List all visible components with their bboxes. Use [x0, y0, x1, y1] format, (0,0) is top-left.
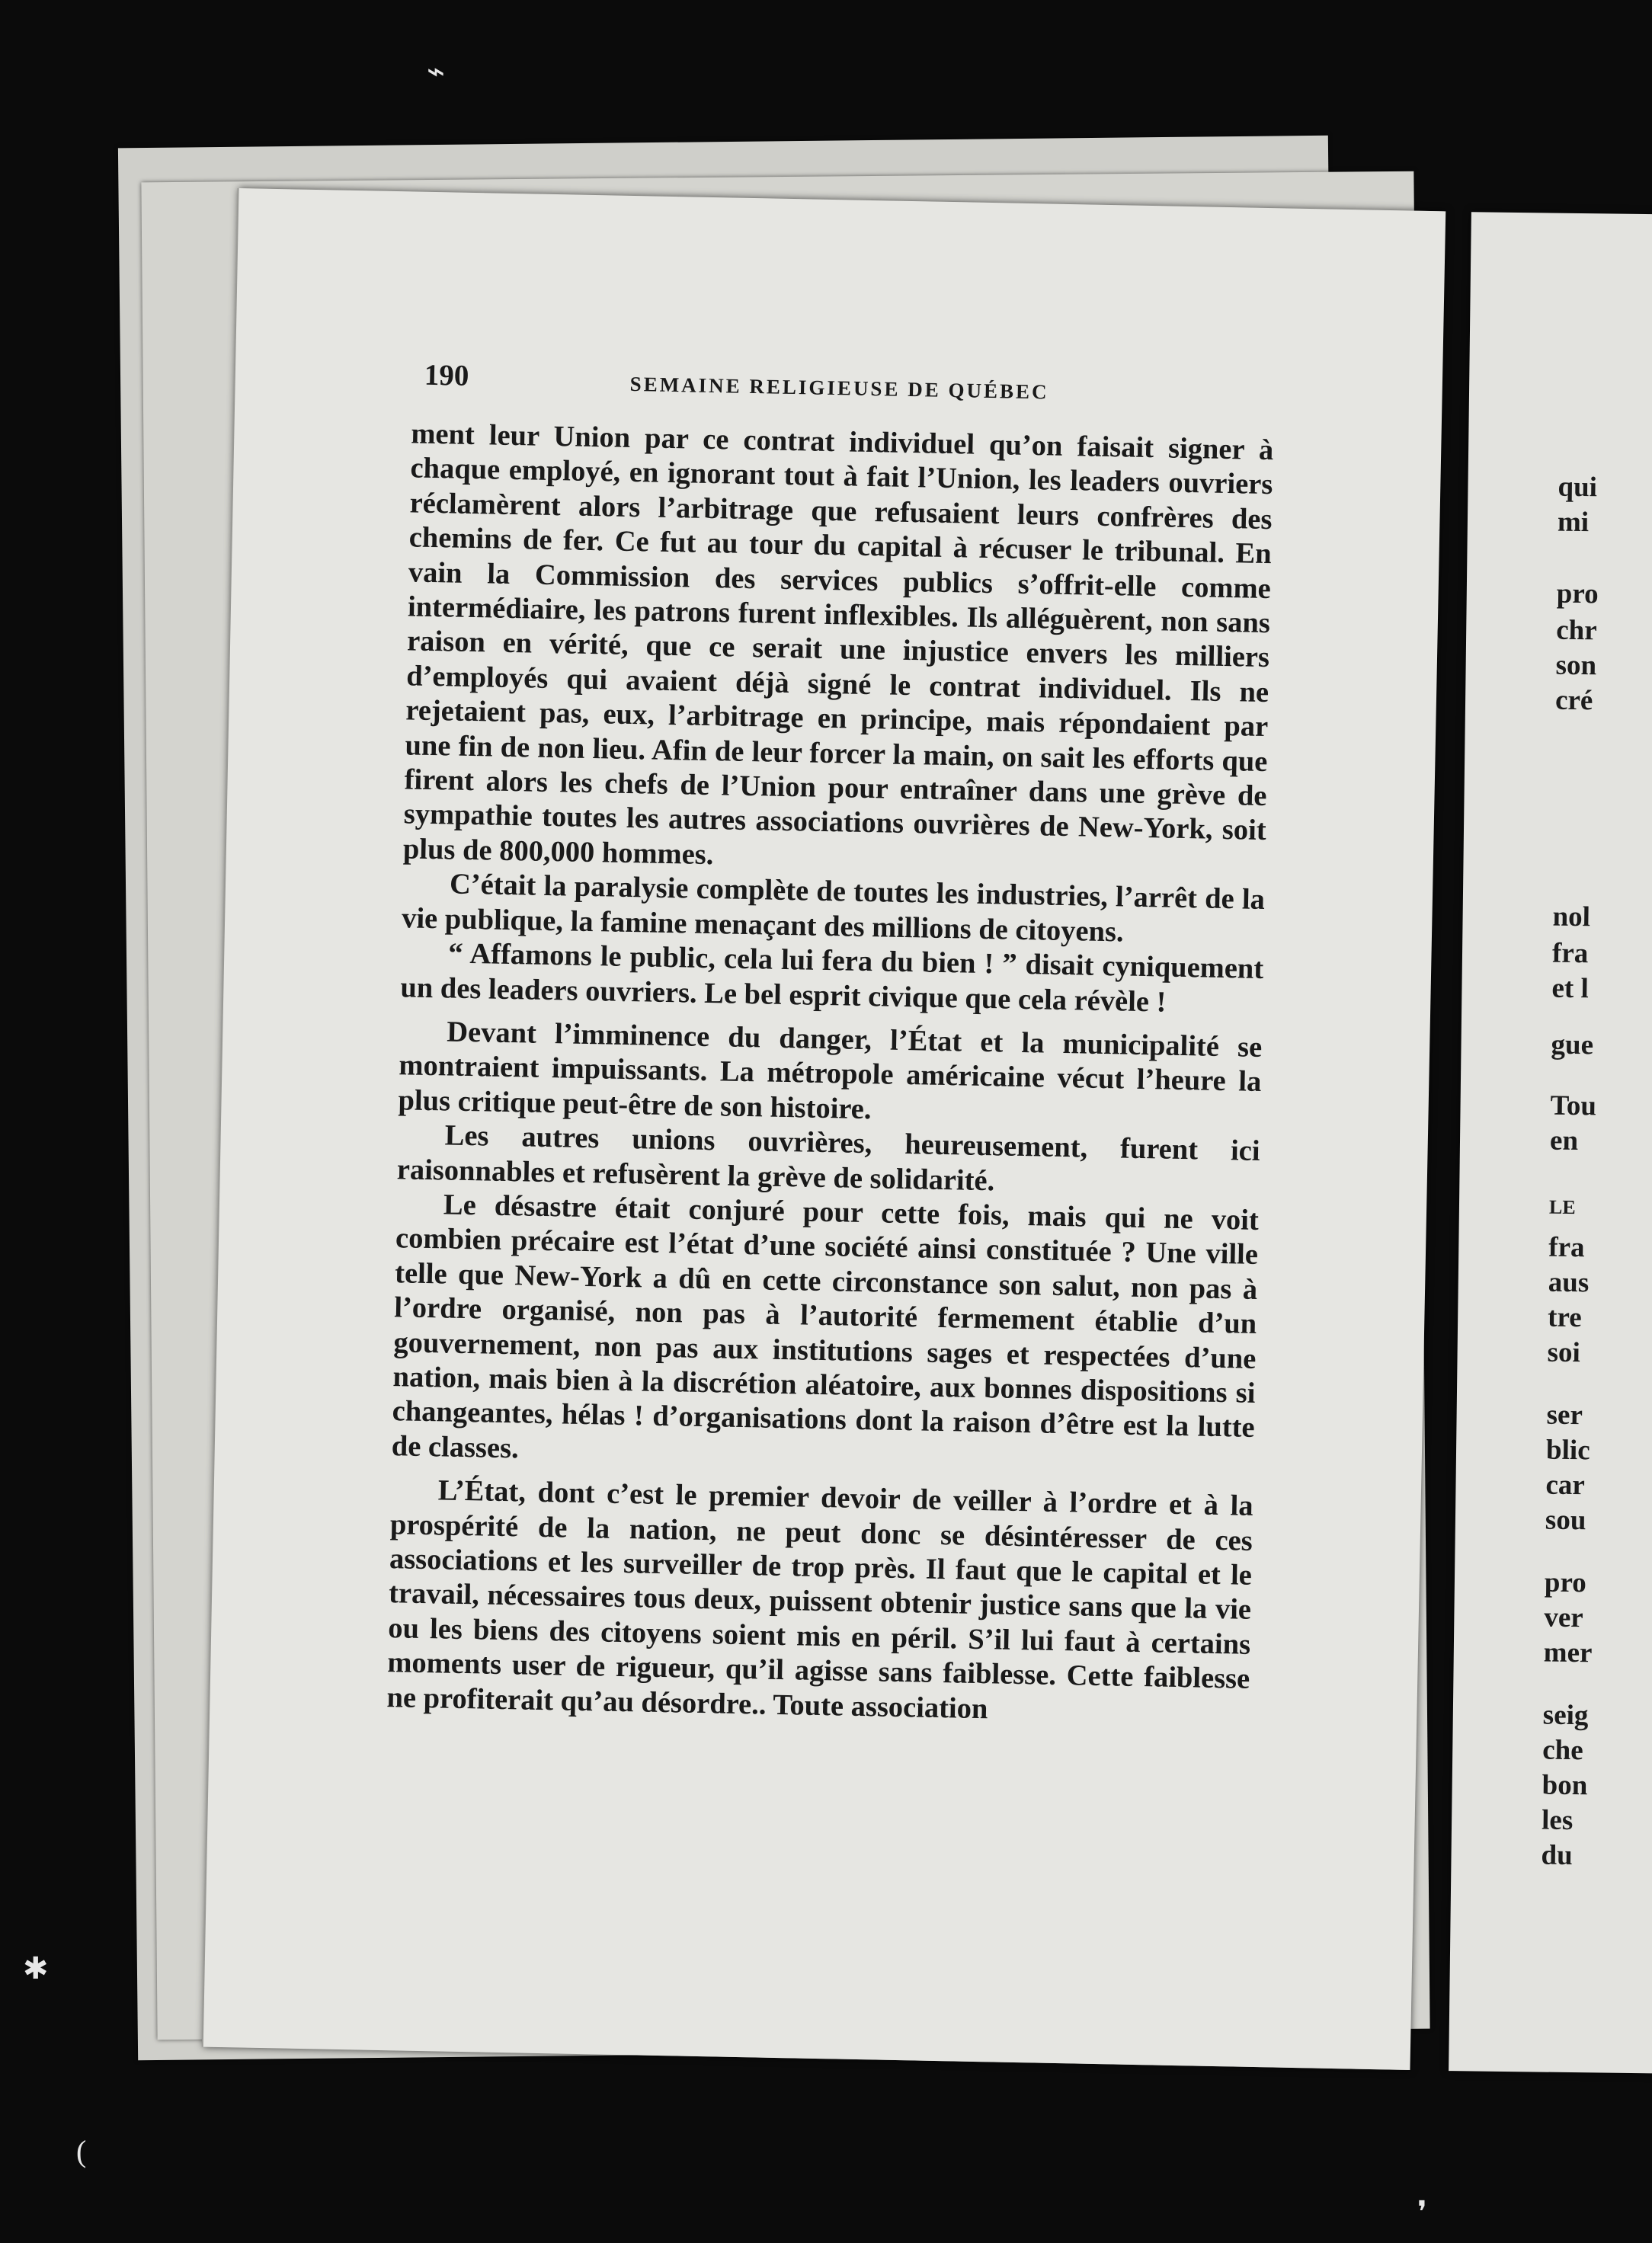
right-page-fragment: pro: [1556, 578, 1599, 610]
right-page-fragment: fra: [1551, 937, 1589, 970]
right-page-fragment: nol: [1552, 901, 1591, 933]
header-title: SEMAINE RELIGIEUSE DE QUÉBEC: [629, 372, 1049, 404]
paragraph: Les autres unions ouvrières, heureusement, furent ici raisonnables et refusèrent la grève de solidarité.: [396, 1119, 1260, 1197]
right-page-fragment: sou: [1545, 1504, 1586, 1537]
paragraph: “ Affamons le public, cela lui fera du bien ! ” disait cyniquement un des leaders ouvriers. Le bel esprit civique que cela révèle !: [400, 937, 1264, 1019]
left-page: [203, 188, 1446, 2070]
right-page-fragment: pro: [1544, 1566, 1587, 1599]
right-page-fragment: tre: [1547, 1301, 1582, 1334]
right-page: [1449, 212, 1652, 2073]
right-page-fragment: gue: [1551, 1029, 1594, 1061]
right-page-fragment: blic: [1545, 1434, 1590, 1467]
paragraph: ment leur Union par ce contrat individuel qu’on faisait signer à chaque employé, en ignorant tout à fait l’Union, les leaders ouvriers réclamèrent alors l’arbitrage que refusaient leurs confrères des chemins de fer. Ce fut au tour du capital à récuser le tribunal. En vain la Commission des services publics s’offrit-elle comme intermédiaire, les patrons furent inflexibles. Ils alléguèrent, non sans raison en vérité, que ce serait une injustice envers les milliers d’employés qui avaient déjà signé le contrat individuel. Ils ne rejetaient pas, eux, l’arbitrage en principe, mais répondaient par une fin de non lieu. Afin de leur forcer la main, on sait les efforts que firent alors les chefs de l’Union pour entraîner dans une grève de sympathie toutes les autres associations ouvrières de New-York, soit plus de 800,000 hommes.: [402, 418, 1274, 872]
right-page-fragment: soi: [1547, 1336, 1581, 1369]
dust-speck: (: [76, 2134, 87, 2168]
right-page-fragment: car: [1545, 1469, 1586, 1502]
right-page-fragment: fra: [1548, 1231, 1585, 1264]
right-page-fragment: ver: [1544, 1601, 1583, 1634]
paragraph: C’était la paralysie complète de toutes les industries, l’arrêt de la vie publique, la famine menaçant des millions de citoyens.: [401, 868, 1266, 949]
right-page-fragment: cré: [1554, 684, 1593, 717]
dust-speck: ✱: [23, 1951, 49, 1985]
right-page-fragment: les: [1541, 1804, 1574, 1837]
right-page-fragment: mi: [1557, 506, 1590, 539]
right-page-fragment: en: [1549, 1125, 1579, 1157]
right-page-fragment: du: [1541, 1839, 1573, 1872]
right-page-fragment: bon: [1542, 1769, 1588, 1802]
right-page-fragment: Tou: [1550, 1090, 1597, 1122]
right-page-fragment: ser: [1546, 1399, 1583, 1432]
dust-speck: ❜: [1417, 2195, 1427, 2229]
right-page-fragment: mer: [1543, 1637, 1593, 1669]
running-header: [424, 358, 1324, 421]
right-page-fragment: che: [1542, 1734, 1583, 1767]
paragraph: Le désastre était conjuré pour cette fois, mais qui ne voit combien précaire est l’état d’une société ainsi constituée ? Une ville telle que New-York a dû en cette circonstance son salut, non pas à l’ordre organisé, non pas à l’autorité fermement établie d’un gouvernement, non pas aux institutions sages et respectées d’une nation, mais bien à la discrétion aléatoire, aux bonnes dispositions si changeantes, hélas ! d’organisations dont la raison d’être est la lutte de classes.: [391, 1189, 1260, 1465]
right-page-fragment: et l: [1551, 972, 1590, 1005]
page-number: 190: [424, 358, 469, 392]
right-page-fragment: son: [1555, 649, 1597, 682]
right-page-fragment: seig: [1542, 1699, 1589, 1732]
paragraph: L’État, dont c’est le premier devoir de veiller à l’ordre et à la prospérité de la nation, ne peut donc se désintéresser de ces associations et les surveiller de trop près. Il faut que le capital et le travail, nécessaires tous deux, puissent obtenir justice sans que la vie ou les biens des citoyens soient mis en péril. S’il lui faut à certains moments user de rigueur, qu’il agisse sans faiblesse. Cette faiblesse ne profiterait qu’au désordre.. Toute association: [386, 1474, 1254, 1725]
dust-speck: ⌁: [427, 54, 446, 88]
body-text: [386, 417, 1274, 1731]
right-page-fragment: aus: [1548, 1266, 1590, 1299]
right-page-fragment: LE: [1548, 1195, 1576, 1219]
right-page-fragment: chr: [1555, 614, 1597, 647]
paragraph: Devant l’imminence du danger, l’État et la municipalité se montraient impuissants. La métropole américaine vécut l’heure la plus critique peut-être de son histoire.: [398, 1016, 1263, 1125]
right-page-fragment: qui: [1558, 471, 1598, 504]
